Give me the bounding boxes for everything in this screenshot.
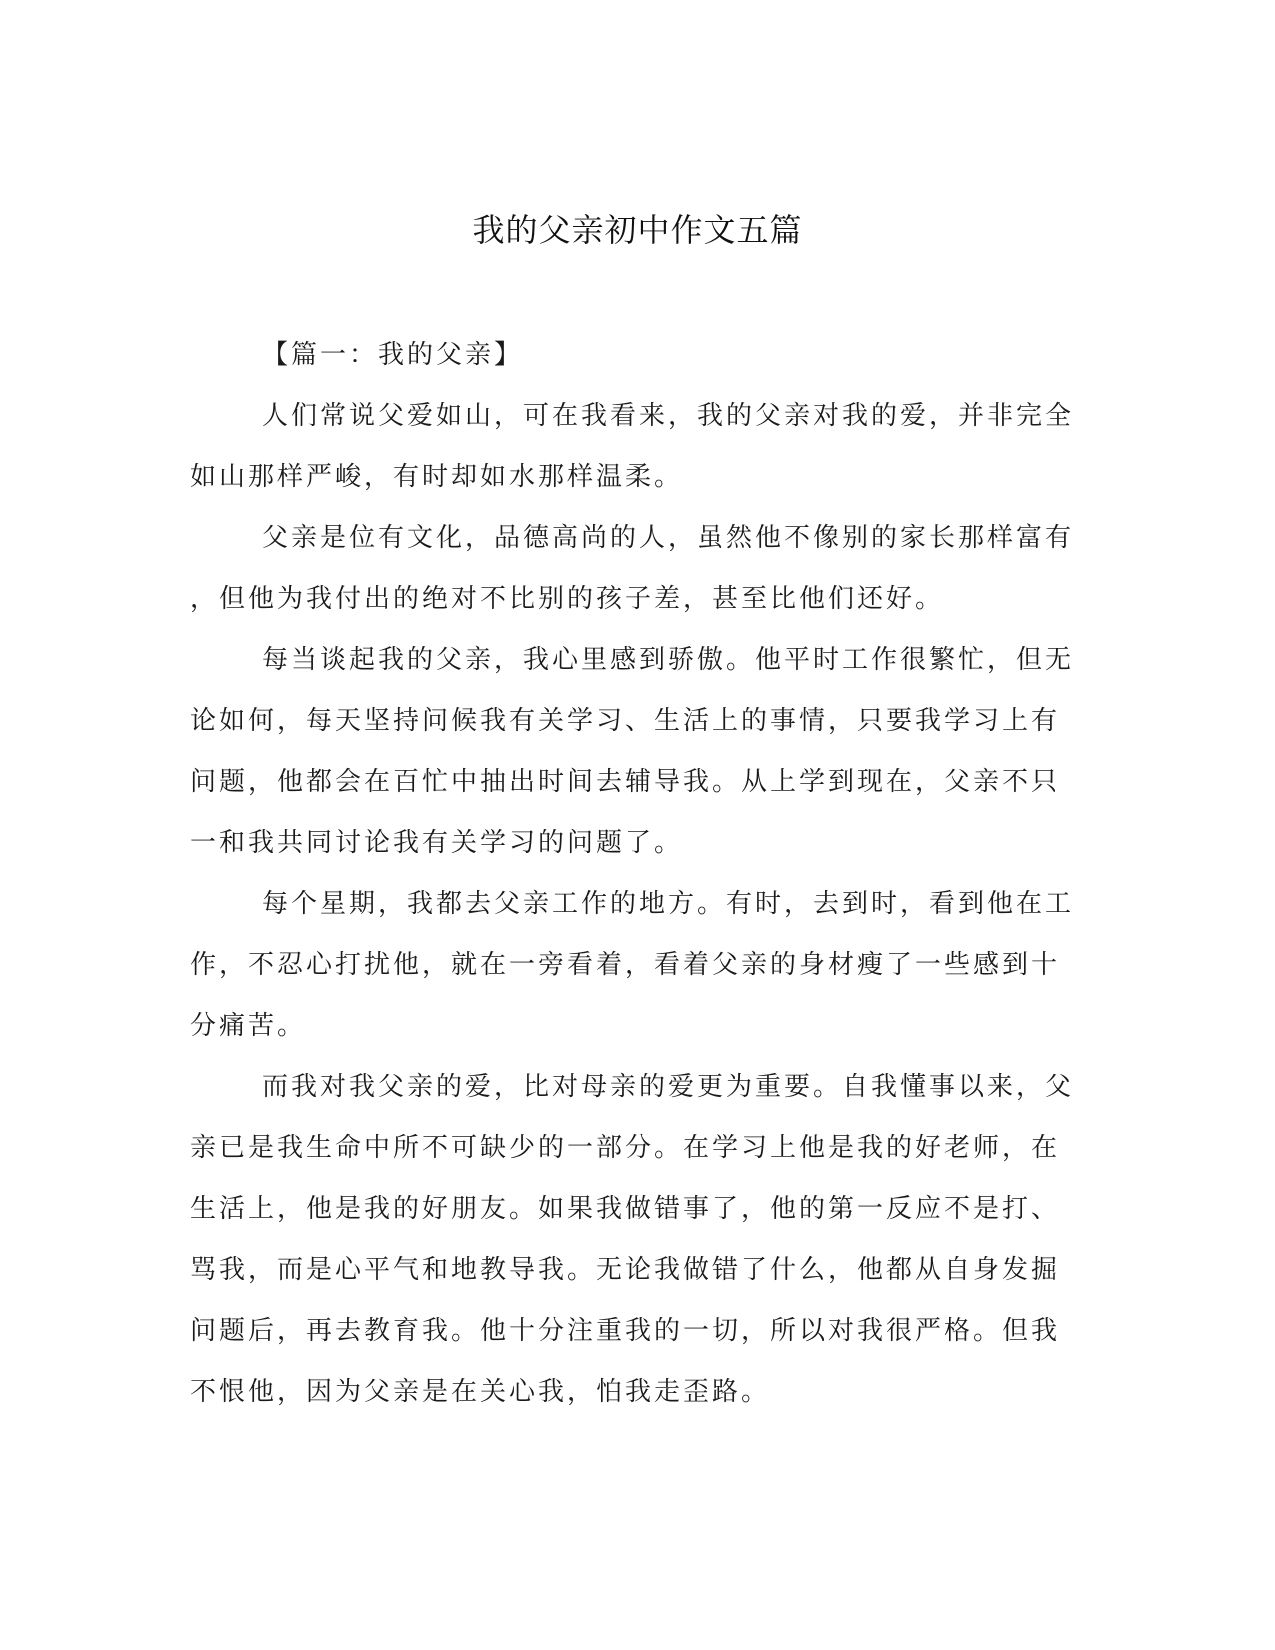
paragraph-line: 每当谈起我的父亲，我心里感到骄傲。他平时工作很繁忙，但无 [262, 645, 1075, 675]
paragraph-line: 如山那样严峻，有时却如水那样温柔。 [190, 462, 684, 492]
paragraph-line: 父亲是位有文化，品德高尚的人，虽然他不像别的家长那样富有 [262, 523, 1075, 553]
paragraph-4 [190, 874, 1080, 1057]
paragraph-line: 骂我，而是心平气和地教导我。无论我做错了什么，他都从自身发掘 [190, 1255, 1061, 1285]
paragraph-line: 问题，他都会在百忙中抽出时间去辅导我。从上学到现在，父亲不只 [190, 767, 1061, 797]
paragraph-line: 亲已是我生命中所不可缺少的一部分。在学习上他是我的好老师，在 [190, 1133, 1061, 1163]
section-heading: 【篇一：我的父亲】 [262, 340, 524, 370]
paragraph-line: 一和我共同讨论我有关学习的问题了。 [190, 828, 684, 858]
document-title: 我的父亲初中作文五篇 [472, 211, 803, 249]
paragraph-line: 生活上，他是我的好朋友。如果我做错事了，他的第一反应不是打、 [190, 1194, 1061, 1224]
paragraph-3 [190, 630, 1080, 874]
paragraph-line: 不恨他，因为父亲是在关心我，怕我走歪路。 [190, 1377, 771, 1407]
paragraph-2 [190, 508, 1080, 630]
paragraph-5 [190, 1057, 1080, 1423]
paragraph-line: 分痛苦。 [190, 1011, 307, 1041]
paragraph-line: 人们常说父爱如山，可在我看来，我的父亲对我的爱，并非完全 [262, 401, 1075, 431]
paragraph-line: 每个星期，我都去父亲工作的地方。有时，去到时，看到他在工 [262, 889, 1075, 919]
paragraph-line: 论如何，每天坚持问候我有关学习、生活上的事情，只要我学习上有 [190, 706, 1061, 736]
paragraph-line: ，但他为我付出的绝对不比别的孩子差，甚至比他们还好。 [190, 584, 945, 614]
document-body [190, 325, 1080, 1423]
paragraph-line: 问题后，再去教育我。他十分注重我的一切，所以对我很严格。但我 [190, 1316, 1061, 1346]
paragraph-1 [190, 386, 1080, 508]
paragraph-line: 而我对我父亲的爱，比对母亲的爱更为重要。自我懂事以来，父 [262, 1072, 1075, 1102]
paragraph-line: 作，不忍心打扰他，就在一旁看着，看着父亲的身材瘦了一些感到十 [190, 950, 1061, 980]
